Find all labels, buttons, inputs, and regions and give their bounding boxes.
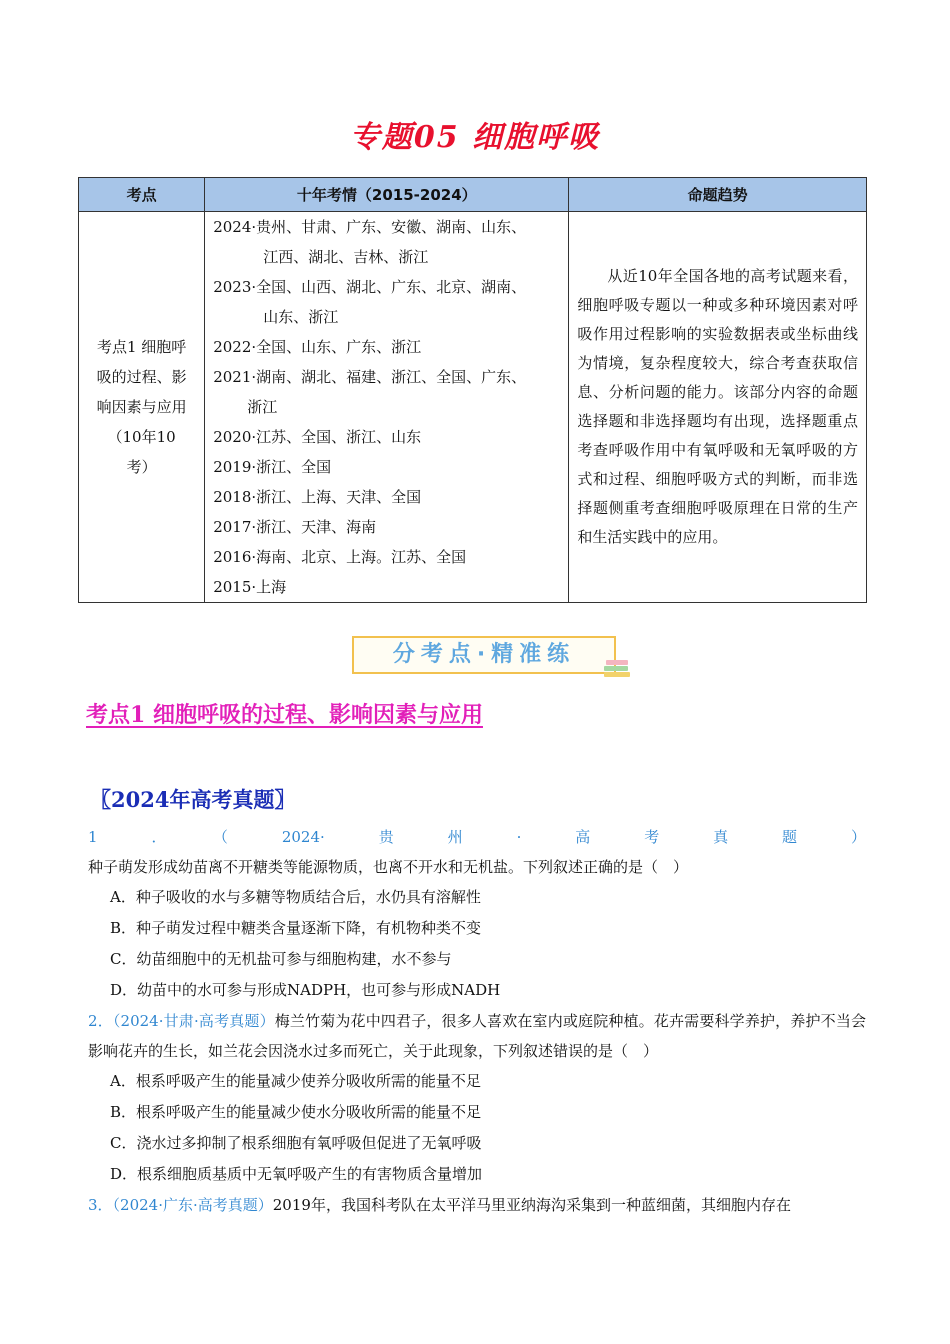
question-number: 2． <box>88 1012 113 1030</box>
option: C．浇水过多抑制了根系细胞有氧呼吸但促进了无氧呼吸 <box>110 1134 482 1152</box>
section-title <box>86 698 497 729</box>
header-ten-year: 十年考情（2015-2024） <box>205 178 569 212</box>
year-line: 2017·浙江、天津、海南 <box>213 518 377 536</box>
year-line: 山东、浙江 <box>263 308 339 326</box>
kaodian-line: 考） <box>126 458 157 476</box>
kaodian-line: （10年10 <box>107 428 176 446</box>
page-title: 专题05 细胞呼吸 <box>349 120 601 155</box>
year-line: 2015·上海 <box>213 578 287 596</box>
kaodian-line: 吸的过程、影 <box>96 368 187 386</box>
question-source: （2024·贵州·高考真题） <box>220 828 866 846</box>
question-text: 种子萌发形成幼苗离不开糖类等能源物质，也离不开水和无机盐。下列叙述正确的是（ ） <box>88 858 689 876</box>
question-text: 梅兰竹菊为花中四君子，很多人喜欢在室内或庭院种植。花卉需要科学养护，养护不当会影响花卉的生长，如兰花会因浇水过多而死亡，关于此现象，下列叙述错误的是（ ） <box>88 1012 866 1060</box>
question-text: 2019年，我国科考队在太平洋马里亚纳海沟采集到一种蓝细菌，其细胞内存在 <box>272 1196 791 1214</box>
year-line: 浙江 <box>247 398 278 416</box>
question <box>88 1190 866 1220</box>
year-line: 2021·湖南、湖北、福建、浙江、全国、广东、 <box>213 368 527 386</box>
question-number: 3． <box>88 1196 113 1214</box>
option: A．种子吸收的水与多糖等物质结合后，水仍具有溶解性 <box>110 888 481 906</box>
table-row <box>79 212 867 603</box>
year-line: 2018·浙江、上海、天津、全国 <box>213 488 422 506</box>
year-line: 2022·全国、山东、广东、浙江 <box>213 338 422 356</box>
question-stem <box>88 1190 866 1220</box>
year-line: 2023·全国、山西、湖北、广东、北京、湖南、 <box>213 278 527 296</box>
question-source: （2024·广东·高考真题） <box>112 1196 273 1214</box>
year-heading: 〖2024年高考真题〗 <box>90 787 296 812</box>
years-cell <box>205 212 569 603</box>
table-header-row <box>79 178 867 212</box>
option: C．幼苗细胞中的无机盐可参与细胞构建，水不参与 <box>110 950 452 968</box>
option: B．种子萌发过程中糖类含量逐渐下降，有机物种类不变 <box>110 919 482 937</box>
question-number: 1． <box>88 828 221 846</box>
trend-text: 从近10年全国各地的高考试题来看，细胞呼吸专题以一种或多种环境因素对呼吸作用过程影响的实验数据表或坐标曲线为情境，复杂程度较大，综合考查获取信息、分析问题的能力。该部分内容的命题选择题和非选择题均有出现，选择题重点考查呼吸作用中有氧呼吸和无氧呼吸的方式和过程、细胞呼吸方式的判断，而非选择题侧重考查细胞呼吸原理在日常的生产和生活实践中的应用。 <box>577 267 858 546</box>
option: D．幼苗中的水可参与形成NADPH，也可参与形成NADH <box>110 981 501 999</box>
option: B．根系呼吸产生的能量减少使水分吸收所需的能量不足 <box>110 1103 482 1121</box>
year-line: 2020·江苏、全国、浙江、山东 <box>213 428 422 446</box>
section-title-text: 考点1 细胞呼吸的过程、影响因素与应用 <box>86 702 483 728</box>
question-source: （2024·甘肃·高考真题） <box>112 1012 275 1030</box>
question-list <box>88 822 866 1220</box>
option: D．根系细胞质基质中无氧呼吸产生的有害物质含量增加 <box>110 1165 483 1183</box>
question-stem <box>88 1006 866 1066</box>
year-line: 江西、湖北、吉林、浙江 <box>263 248 429 266</box>
overview-table <box>78 177 867 603</box>
header-trend: 命题趋势 <box>569 178 867 212</box>
kaodian-cell <box>79 212 205 603</box>
question <box>88 822 866 1006</box>
question <box>88 1006 866 1190</box>
kaodian-line: 响因素与应用 <box>96 398 187 416</box>
header-kaodian: 考点 <box>79 178 205 212</box>
question-stem <box>88 822 866 882</box>
year-line: 2024·贵州、甘肃、广东、安徽、湖南、山东、 <box>213 218 527 236</box>
books-icon <box>604 660 630 678</box>
trend-cell <box>569 212 867 603</box>
option: A．根系呼吸产生的能量减少使养分吸收所需的能量不足 <box>110 1072 481 1090</box>
year-line: 2019·浙江、全国 <box>213 458 332 476</box>
kaodian-line: 考点1 细胞呼 <box>96 338 187 356</box>
practice-banner: 分考点·精准练 <box>352 636 616 674</box>
year-line: 2016·海南、北京、上海。江苏、全国 <box>213 548 467 566</box>
